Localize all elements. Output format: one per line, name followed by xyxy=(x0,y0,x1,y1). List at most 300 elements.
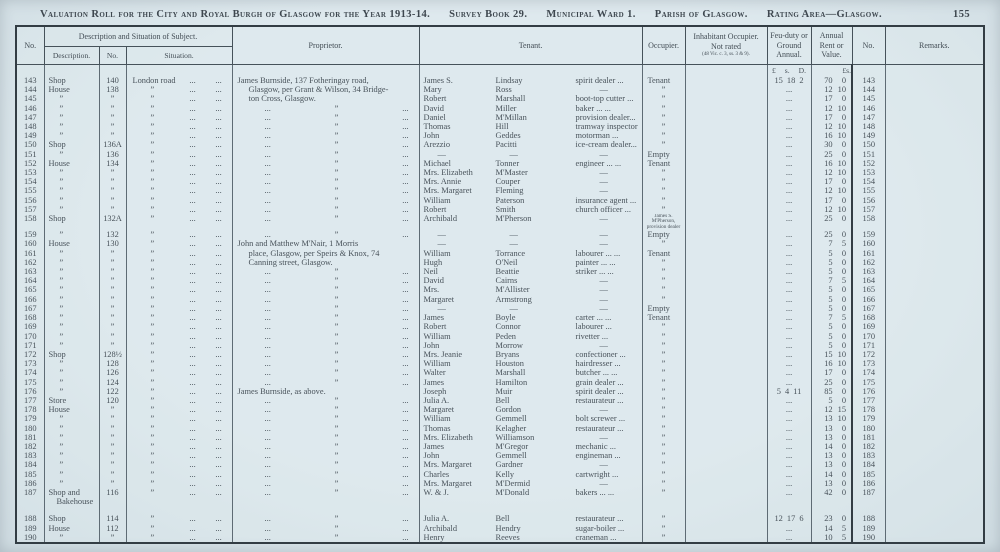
table-row xyxy=(16,378,984,387)
cell-annual-rent xyxy=(811,196,852,205)
table-row xyxy=(16,524,984,533)
leader-dots: ... xyxy=(189,186,196,196)
cell-occupier: ” xyxy=(642,488,685,506)
cell-tenant xyxy=(419,350,642,359)
cell-proprietor: ... ” ... xyxy=(232,451,419,460)
cell-house-number: 128½ xyxy=(99,350,126,359)
cell-proprietor: ... ” ... xyxy=(232,168,419,177)
cell-entry-number-right: 184 xyxy=(852,460,885,469)
cell-entry-number-right: 162 xyxy=(852,258,885,267)
rent-shillings: 0 xyxy=(841,469,847,479)
cell-remarks xyxy=(885,122,984,131)
tenant-forename: Neil xyxy=(423,267,438,277)
tenant-forename: Archibald xyxy=(423,523,458,533)
leader-dots: ... xyxy=(215,186,222,196)
cell-remarks xyxy=(885,304,984,313)
cell-inhabitant-occupier xyxy=(685,94,767,103)
cell-entry-number: 183 xyxy=(16,451,44,460)
cell-situation: ” ... ... xyxy=(126,295,232,304)
tenant-occupation: — xyxy=(599,340,608,350)
rent-pounds: 5 xyxy=(828,285,833,295)
cell-entry-number-right: 152 xyxy=(852,159,885,168)
cell-entry-number-right: 183 xyxy=(852,451,885,460)
cell-remarks xyxy=(885,332,984,341)
rent-pounds: 17 xyxy=(824,177,833,187)
rent-pounds: 12 xyxy=(824,405,833,415)
rent-pounds: 14 xyxy=(824,523,833,533)
tenant-forename: David xyxy=(423,103,444,113)
cell-tenant xyxy=(419,313,642,322)
cell-annual-rent xyxy=(811,285,852,294)
cell-occupier: ” xyxy=(642,396,685,405)
header-situation: Situation. xyxy=(126,47,232,65)
cell-remarks xyxy=(885,514,984,523)
cell-entry-number-right: 172 xyxy=(852,350,885,359)
cell-feu-duty: ... xyxy=(767,239,811,248)
tenant-surname: Miller xyxy=(495,103,517,113)
table-row xyxy=(16,285,984,294)
leader-dots: ... xyxy=(215,469,222,479)
cell-entry-number-right: 155 xyxy=(852,186,885,195)
cell-feu-duty: ... xyxy=(767,396,811,405)
cell-feu-duty: ... xyxy=(767,85,811,94)
rent-shillings: 0 xyxy=(841,195,847,205)
table-row xyxy=(16,196,984,205)
cell-situation: ” ... ... xyxy=(126,230,232,239)
cell-inhabitant-occupier xyxy=(685,396,767,405)
leader-dots: ... xyxy=(215,239,222,249)
cell-occupier: ” xyxy=(642,168,685,177)
cell-house-number: ” xyxy=(99,196,126,205)
cell-remarks xyxy=(885,150,984,159)
rent-pounds: 12 xyxy=(824,204,833,214)
cell-situation: ” ... ... xyxy=(126,313,232,322)
cell-house-number: ” xyxy=(99,322,126,331)
header-no: No. xyxy=(16,26,44,65)
cell-proprietor: ... ” ... xyxy=(232,442,419,451)
cell-occupier: ” xyxy=(642,85,685,94)
tenant-occupation: labourer ... ... xyxy=(575,248,621,258)
cell-entry-number: 143 xyxy=(16,76,44,85)
currency-units-row xyxy=(16,65,984,77)
tenant-occupation: craneman ... xyxy=(575,532,617,542)
leader-dots: ... xyxy=(215,523,222,533)
tenant-surname: O'Neil xyxy=(495,257,518,267)
cell-proprietor: ... ” ... xyxy=(232,433,419,442)
cell-entry-number: 182 xyxy=(16,442,44,451)
rent-pounds: 12 xyxy=(824,85,833,95)
rent-pounds: 17 xyxy=(824,195,833,205)
cell-remarks xyxy=(885,488,984,506)
title-rating-area: Rating Area—Glasgow. xyxy=(766,9,883,20)
cell-tenant xyxy=(419,470,642,479)
rent-pounds: 12 xyxy=(824,122,833,132)
cell-occupier: ” xyxy=(642,350,685,359)
cell-house-number: ” xyxy=(99,285,126,294)
rent-pounds: 12 xyxy=(824,186,833,196)
cell-proprietor: ... ” ... xyxy=(232,295,419,304)
cell-tenant xyxy=(419,196,642,205)
rent-pounds: 25 xyxy=(824,149,833,159)
cell-proprietor: ... ” ... xyxy=(232,470,419,479)
cell-annual-rent xyxy=(811,131,852,140)
rent-pounds: 5 xyxy=(828,267,833,277)
cell-occupier: ” xyxy=(642,295,685,304)
tenant-surname: M'Pherson xyxy=(495,214,532,224)
cell-occupier: Empty xyxy=(642,230,685,239)
cell-entry-number-right: 170 xyxy=(852,332,885,341)
leader-dots: ... xyxy=(215,331,222,341)
tenant-occupation: — xyxy=(599,186,608,196)
rent-pounds: 25 xyxy=(824,230,833,240)
cell-proprietor: ... ” ... xyxy=(232,514,419,523)
tenant-forename: Arezzio xyxy=(423,140,451,150)
cell-entry-number-right: 188 xyxy=(852,514,885,523)
cell-house-number: 132 xyxy=(99,230,126,239)
cell-entry-number: 180 xyxy=(16,424,44,433)
cell-house-number: ” xyxy=(99,414,126,423)
tenant-surname: Torrance xyxy=(495,248,526,258)
cell-house-number: ” xyxy=(99,433,126,442)
cell-entry-number-right: 159 xyxy=(852,230,885,239)
cell-entry-number-right: 190 xyxy=(852,533,885,543)
cell-annual-rent xyxy=(811,322,852,331)
cell-inhabitant-occupier xyxy=(685,140,767,149)
cell-tenant xyxy=(419,533,642,543)
tenant-forename: John xyxy=(423,131,440,141)
leader-dots: ... xyxy=(189,230,196,240)
cell-inhabitant-occupier xyxy=(685,76,767,85)
rent-pounds: 16 xyxy=(824,158,833,168)
cell-situation: ” ... ... xyxy=(126,514,232,523)
cell-house-number: ” xyxy=(99,304,126,313)
cell-feu-duty: ... xyxy=(767,322,811,331)
cell-remarks xyxy=(885,131,984,140)
cell-tenant xyxy=(419,258,642,267)
cell-inhabitant-occupier xyxy=(685,368,767,377)
cell-entry-number: 154 xyxy=(16,177,44,186)
tenant-forename: Archibald xyxy=(423,214,458,224)
cell-situation: ” ... ... xyxy=(126,131,232,140)
rent-pounds: 13 xyxy=(824,460,833,470)
title-parish: Parish of Glasgow. xyxy=(654,9,748,20)
cell-tenant xyxy=(419,424,642,433)
tenant-occupation: striker ... ... xyxy=(575,267,614,277)
leader-dots: ... xyxy=(215,257,222,267)
cell-tenant xyxy=(419,239,642,248)
rent-pounds: 7 xyxy=(828,313,833,323)
rent-shillings: 0 xyxy=(841,214,847,224)
cell-description: House xyxy=(44,524,99,533)
cell-entry-number: 145 xyxy=(16,94,44,103)
leader-dots: ... xyxy=(189,303,196,313)
cell-tenant xyxy=(419,76,642,85)
cell-situation: ” ... ... xyxy=(126,276,232,285)
tenant-forename: — xyxy=(437,239,446,249)
cell-situation: ” ... ... xyxy=(126,177,232,186)
cell-entry-number: 171 xyxy=(16,341,44,350)
cell-inhabitant-occupier xyxy=(685,479,767,488)
rent-shillings: 0 xyxy=(841,322,847,332)
cell-occupier: ” xyxy=(642,470,685,479)
cell-inhabitant-occupier xyxy=(685,533,767,543)
table-row xyxy=(16,205,984,214)
cell-inhabitant-occupier xyxy=(685,150,767,159)
cell-proprietor: ... ” ... xyxy=(232,524,419,533)
cell-tenant xyxy=(419,295,642,304)
tenant-forename: James xyxy=(423,313,444,323)
cell-feu-duty: ... xyxy=(767,332,811,341)
cell-feu-duty: ... xyxy=(767,196,811,205)
cell-description: ” xyxy=(44,479,99,488)
cell-situation: ” ... ... xyxy=(126,140,232,149)
cell-annual-rent xyxy=(811,113,852,122)
cell-inhabitant-occupier xyxy=(685,285,767,294)
cell-description: ” xyxy=(44,433,99,442)
leader-dots: ... xyxy=(215,322,222,332)
table-row xyxy=(16,533,984,543)
cell-remarks xyxy=(885,506,984,514)
cell-house-number: ” xyxy=(99,168,126,177)
cell-feu-duty: ... xyxy=(767,313,811,322)
cell-entry-number-right: 173 xyxy=(852,359,885,368)
cell-annual-rent xyxy=(811,85,852,94)
cell-annual-rent xyxy=(811,177,852,186)
cell-feu-duty: ... xyxy=(767,341,811,350)
table-row xyxy=(16,230,984,239)
cell-proprietor: ... ” ... xyxy=(232,276,419,285)
header-no-2: No. xyxy=(852,26,885,65)
cell-entry-number-right: 143 xyxy=(852,76,885,85)
rent-pounds: 12 xyxy=(824,168,833,178)
cell-proprietor: ton Cross, Glasgow. xyxy=(232,94,419,103)
tenant-forename: Michael xyxy=(423,158,451,168)
cell-house-number: ” xyxy=(99,113,126,122)
leader-dots: ... xyxy=(215,177,222,187)
tenant-forename: William xyxy=(423,331,451,341)
leader-dots: ... xyxy=(189,149,196,159)
cell-house-number: ” xyxy=(99,460,126,469)
cell-tenant xyxy=(419,460,642,469)
cell-entry-number-right: 145 xyxy=(852,94,885,103)
cell-entry-number-right: 165 xyxy=(852,285,885,294)
cell-house-number: ” xyxy=(99,295,126,304)
tenant-occupation: — xyxy=(599,294,608,304)
cell-feu-duty: ... xyxy=(767,140,811,149)
tenant-occupation: engineer ... ... xyxy=(575,158,622,168)
cell-inhabitant-occupier xyxy=(685,276,767,285)
leader-dots: ... xyxy=(215,204,222,214)
cell-remarks xyxy=(885,414,984,423)
cell-inhabitant-occupier xyxy=(685,230,767,239)
cell-entry-number-right: 177 xyxy=(852,396,885,405)
tenant-occupation: — xyxy=(599,230,608,240)
cell-annual-rent xyxy=(811,267,852,276)
leader-dots: ... xyxy=(215,76,222,85)
leader-dots: ... xyxy=(189,131,196,141)
tenant-surname: Hamilton xyxy=(495,377,528,387)
leader-dots: ... xyxy=(189,395,196,405)
table-row xyxy=(16,168,984,177)
cell-remarks xyxy=(885,113,984,122)
rent-shillings: 0 xyxy=(841,76,847,85)
rent-pounds: 5 xyxy=(828,303,833,313)
cell-remarks xyxy=(885,85,984,94)
leader-dots: ... xyxy=(215,149,222,159)
cell-feu-duty: 12 17 6 xyxy=(767,514,811,523)
cell-proprietor: ... ” ... xyxy=(232,396,419,405)
leader-dots: ... xyxy=(189,285,196,295)
cell-proprietor: ... ” ... xyxy=(232,230,419,239)
rent-pounds: 5 xyxy=(828,331,833,341)
cell-house-number: 112 xyxy=(99,524,126,533)
cell-occupier: ” xyxy=(642,258,685,267)
header-feu-duty: Feu-duty or Ground Annual. xyxy=(767,26,811,65)
cell-description: ” xyxy=(44,451,99,460)
table-row xyxy=(16,488,984,506)
leader-dots: ... xyxy=(215,158,222,168)
cell-feu-duty: ... xyxy=(767,295,811,304)
cell-situation: ” ... ... xyxy=(126,442,232,451)
rent-pounds: 5 xyxy=(828,340,833,350)
cell-remarks xyxy=(885,76,984,85)
cell-proprietor: ... ” ... xyxy=(232,304,419,313)
cell-proprietor: ... ” ... xyxy=(232,488,419,506)
rent-shillings: 10 xyxy=(837,204,847,214)
tenant-forename: Margaret xyxy=(423,294,455,304)
cell-annual-rent xyxy=(811,258,852,267)
cell-entry-number-right xyxy=(852,506,885,514)
cell-inhabitant-occupier xyxy=(685,214,767,230)
cell-inhabitant-occupier xyxy=(685,177,767,186)
cell-inhabitant-occupier xyxy=(685,313,767,322)
table-row xyxy=(16,332,984,341)
cell-description: Shop xyxy=(44,514,99,523)
cell-description: ” xyxy=(44,341,99,350)
header-description: Description. xyxy=(44,47,99,65)
cell-remarks xyxy=(885,350,984,359)
rent-shillings: 0 xyxy=(841,112,847,122)
rent-shillings: 10 xyxy=(837,131,847,141)
tenant-occupation: sugar-boiler ... xyxy=(575,523,625,533)
tenant-surname: M'Millan xyxy=(495,112,527,122)
title-main: Valuation Roll for the City and Royal Burgh of Glasgow for the Year 1913-14. xyxy=(40,9,431,20)
tenant-occupation: provision dealer... xyxy=(575,112,636,122)
cell-description: ” xyxy=(44,122,99,131)
cell-tenant xyxy=(419,94,642,103)
cell-house-number: ” xyxy=(99,267,126,276)
rent-shillings: 15 xyxy=(837,405,847,415)
cell-occupier: Empty xyxy=(642,304,685,313)
cell-occupier xyxy=(642,506,685,514)
page-title xyxy=(0,0,1000,20)
cell-inhabitant-occupier xyxy=(685,470,767,479)
cell-entry-number-right: 169 xyxy=(852,322,885,331)
rent-shillings: 10 xyxy=(837,414,847,424)
rent-shillings: 0 xyxy=(841,149,847,159)
table-row xyxy=(16,140,984,149)
cell-occupier: ” xyxy=(642,104,685,113)
cell-situation: ” ... ... xyxy=(126,150,232,159)
tenant-forename: Mrs. Margaret xyxy=(423,460,472,470)
cell-inhabitant-occupier xyxy=(685,258,767,267)
cell-tenant xyxy=(419,205,642,214)
cell-annual-rent xyxy=(811,239,852,248)
header-tenant: Tenant. xyxy=(419,26,642,65)
table-row xyxy=(16,313,984,322)
cell-tenant xyxy=(419,479,642,488)
tenant-surname: Pacitti xyxy=(495,140,517,150)
leader-dots: ... xyxy=(189,248,196,258)
table-row xyxy=(16,76,984,85)
cell-proprietor: ... ” ... xyxy=(232,460,419,469)
cell-proprietor: ... ” ... xyxy=(232,113,419,122)
rent-pounds: 16 xyxy=(824,359,833,369)
tenant-surname: Kelagher xyxy=(495,423,527,433)
tenant-occupation: butcher ... ... xyxy=(575,368,618,378)
cell-feu-duty: ... xyxy=(767,533,811,543)
cell-entry-number: 159 xyxy=(16,230,44,239)
cell-tenant xyxy=(419,214,642,230)
cell-house-number: ” xyxy=(99,104,126,113)
leader-dots: ... xyxy=(189,359,196,369)
cell-description: ” xyxy=(44,442,99,451)
cell-entry-number: 167 xyxy=(16,304,44,313)
header-house-no: No. xyxy=(99,47,126,65)
leader-dots: ... xyxy=(189,257,196,267)
cell-annual-rent xyxy=(811,451,852,460)
cell-annual-rent xyxy=(811,230,852,239)
cell-description: ” xyxy=(44,249,99,258)
tenant-forename: James S. xyxy=(423,76,453,85)
cell-tenant xyxy=(419,150,642,159)
cell-tenant xyxy=(419,168,642,177)
cell-entry-number: 186 xyxy=(16,479,44,488)
cell-situation: ” ... ... xyxy=(126,104,232,113)
cell-annual-rent xyxy=(811,396,852,405)
tenant-forename: Robert xyxy=(423,204,447,214)
cell-feu-duty: ... xyxy=(767,368,811,377)
cell-remarks xyxy=(885,433,984,442)
cell-entry-number: 156 xyxy=(16,196,44,205)
cell-situation: ” ... ... xyxy=(126,168,232,177)
cell-entry-number-right: 151 xyxy=(852,150,885,159)
table-row xyxy=(16,368,984,377)
tenant-occupation: — xyxy=(599,149,608,159)
cell-remarks xyxy=(885,104,984,113)
cell-situation: ” ... ... xyxy=(126,460,232,469)
table-row xyxy=(16,249,984,258)
cell-annual-rent xyxy=(811,94,852,103)
tenant-surname: Marshall xyxy=(495,94,526,104)
leader-dots: ... xyxy=(215,103,222,113)
tenant-occupation: insurance agent ... xyxy=(575,195,637,205)
rent-shillings: 0 xyxy=(841,432,847,442)
cell-entry-number: 151 xyxy=(16,150,44,159)
cell-tenant xyxy=(419,85,642,94)
table-row xyxy=(16,104,984,113)
cell-annual-rent xyxy=(811,368,852,377)
leader-dots: ... xyxy=(189,377,196,387)
cell-situation: ” ... ... xyxy=(126,113,232,122)
cell-tenant xyxy=(419,433,642,442)
tenant-forename: Robert xyxy=(423,322,447,332)
rent-pounds: 5 xyxy=(828,395,833,405)
tenant-forename: John xyxy=(423,451,440,461)
cell-tenant xyxy=(419,451,642,460)
cell-annual-rent xyxy=(811,122,852,131)
cell-inhabitant-occupier xyxy=(685,524,767,533)
